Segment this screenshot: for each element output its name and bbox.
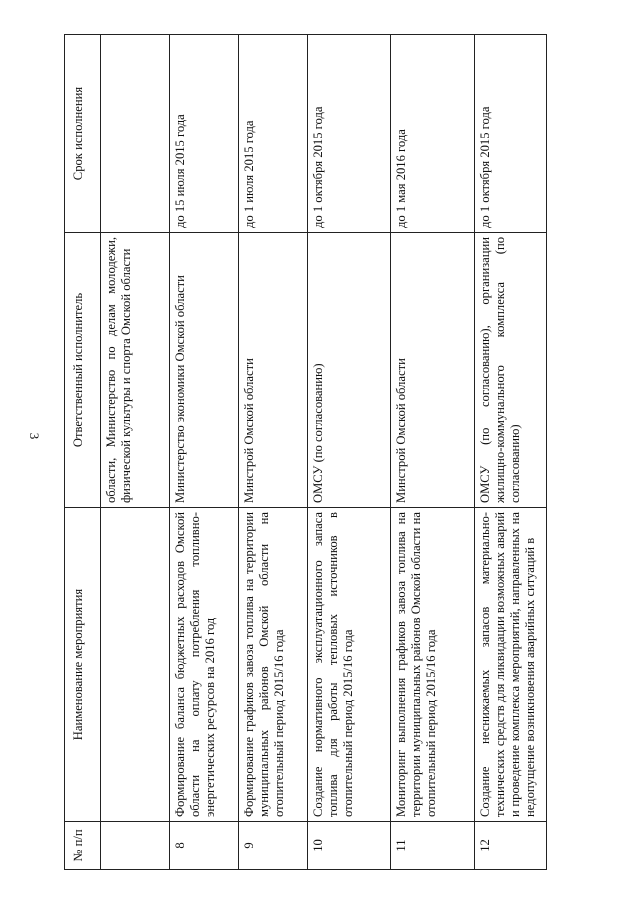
row-name: Формирование баланса бюджетных расходов Омской области на оплату потребления топливно-энергетических ресурсов на 2016 год xyxy=(170,508,239,822)
row-executor: ОМСУ (по согласованию) xyxy=(308,233,391,508)
row-num: 9 xyxy=(239,822,308,870)
table-row xyxy=(475,35,547,870)
row-executor: области, Министерство по делам молодежи, физической культуры и спорта Омской области xyxy=(101,233,170,508)
row-name: Формирование графиков завоза топлива на территории муниципальных районов Омской области на отопительный период 2015/16 года xyxy=(239,508,308,822)
table-row xyxy=(101,35,170,870)
header-executor: Ответственный исполнитель xyxy=(65,233,101,508)
row-deadline: до 15 июля 2015 года xyxy=(170,35,239,233)
header-name: Наименование мероприятия xyxy=(65,508,101,822)
row-executor: ОМСУ (по согласованию), организации жилищно-коммунального комплекса (по согласованию) xyxy=(475,233,547,508)
activities-table xyxy=(64,34,547,870)
row-name xyxy=(101,508,170,822)
header-deadline: Срок исполнения xyxy=(65,35,101,233)
row-num: 10 xyxy=(308,822,391,870)
row-deadline: до 1 мая 2016 года xyxy=(391,35,475,233)
page-number: 3 xyxy=(27,432,42,440)
row-num: 8 xyxy=(170,822,239,870)
row-executor: Министерство экономики Омской области xyxy=(170,233,239,508)
row-name: Мониторинг выполнения графиков завоза топлива на территории муниципальных районов Омской области на отопительный период 2015/16 года xyxy=(391,508,475,822)
row-num: 12 xyxy=(475,822,547,870)
row-name: Создание неснижаемых запасов материально-технических средств для ликвидации возможных аварий и проведение комплекса мероприятий, направленных на недопущение возникновения аварийных ситуаций в xyxy=(475,508,547,822)
row-executor: Минстрой Омской области xyxy=(239,233,308,508)
rotated-page xyxy=(64,35,546,870)
table-row xyxy=(170,35,239,870)
header-num: № п/п xyxy=(65,822,101,870)
row-executor: Минстрой Омской области xyxy=(391,233,475,508)
row-deadline xyxy=(101,35,170,233)
row-num xyxy=(101,822,170,870)
row-name: Создание нормативного эксплуатационного запаса топлива для работы тепловых источников в отопительный период 2015/16 года xyxy=(308,508,391,822)
table-header-row xyxy=(65,35,101,870)
table-row xyxy=(391,35,475,870)
row-num: 11 xyxy=(391,822,475,870)
table-row xyxy=(308,35,391,870)
row-deadline: до 1 октября 2015 года xyxy=(308,35,391,233)
row-deadline: до 1 июля 2015 года xyxy=(239,35,308,233)
row-deadline: до 1 октября 2015 года xyxy=(475,35,547,233)
table-row xyxy=(239,35,308,870)
